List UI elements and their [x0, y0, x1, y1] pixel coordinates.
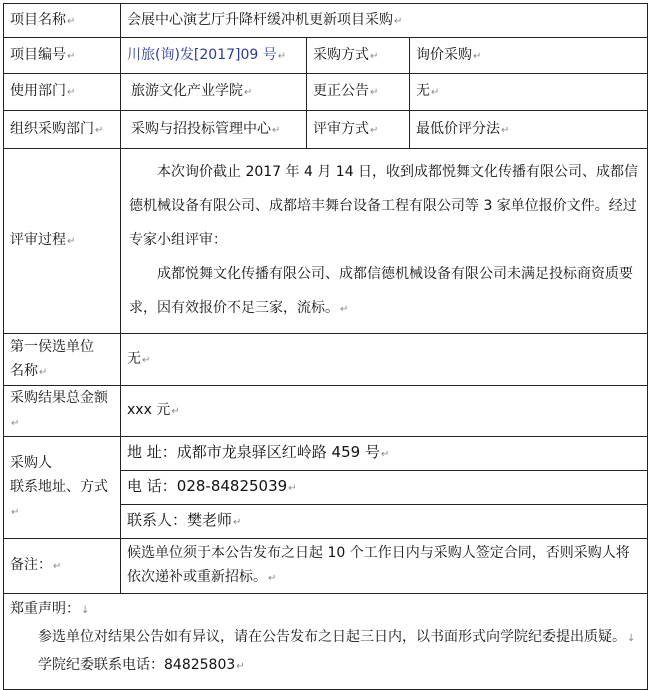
row-first-candidate: [4, 334, 648, 386]
row-review-process: [4, 149, 648, 334]
project-name-value: 会展中心演艺厅升降杆缓冲机更新项目采购↵: [121, 4, 648, 38]
statement-body: 参选单位对结果公告如有异议，请在公告发布之日起三日内，以书面形式向学院纪委提出质疑。↓: [38, 629, 636, 645]
method-label: 采购方式↵: [307, 38, 410, 74]
row-project-no: [4, 38, 648, 74]
row-project-name: [4, 4, 648, 38]
org-dept-value: 采购与招投标管理中心↵: [121, 111, 307, 149]
org-dept-label: 组织采购部门↵: [4, 111, 121, 149]
review-method-label: 评审方式↵: [307, 111, 410, 149]
project-no-label: 项目编号↵: [4, 38, 121, 74]
review-process-label: 评审过程↵: [4, 149, 121, 334]
total-amount-label: 采购结果总金额↵: [4, 386, 121, 437]
first-candidate-label: [4, 334, 121, 386]
row-total-amount: [4, 386, 648, 437]
statement-cell: [4, 594, 648, 690]
row-remarks: [4, 539, 648, 594]
purchaser-address: 地 址：成都市龙泉驿区红岭路 459 号↵: [121, 437, 648, 471]
remarks-value: 候选单位须于本公告发布之日起 10 个工作日内与采购人签定合同，否则采购人将依次递补或重新招标。↵: [121, 539, 648, 594]
row-department: [4, 74, 648, 111]
first-candidate-label-line1: 第一侯选单位: [10, 338, 94, 355]
row-org-dept: [4, 111, 648, 149]
project-name-label: 项目名称↵: [4, 4, 121, 38]
purchaser-phone: 电 话：028-84825039↵: [121, 471, 648, 505]
total-amount-value: xxx 元↵: [121, 386, 648, 437]
row-purchaser-address: [4, 437, 648, 471]
purchaser-label-line2: 联系地址、方式↵: [10, 478, 108, 518]
review-process-value: [121, 149, 648, 334]
review-paragraph-2: 成都悦舞文化传播有限公司、成都信德机械设备有限公司未满足投标商资质要求，因有效报价不足三家，流标。↵: [129, 266, 633, 316]
department-label: 使用部门↵: [4, 74, 121, 111]
purchaser-label-line1: 采购人: [10, 454, 52, 471]
remarks-label: 备注：↵: [4, 539, 121, 594]
correction-label: 更正公告↵: [307, 74, 410, 111]
method-value: 询价采购↵: [410, 38, 648, 74]
announcement-table: [3, 3, 648, 690]
purchaser-contact: 联系人：樊老师↵: [121, 505, 648, 539]
department-value: 旅游文化产业学院↵: [121, 74, 307, 111]
row-statement: [4, 594, 648, 690]
purchaser-label: [4, 437, 121, 539]
review-method-value: 最低价评分法↵: [410, 111, 648, 149]
first-candidate-value: 无↵: [121, 334, 648, 386]
review-paragraph-1: 本次询价截止 2017 年 4 月 14 日，收到成都悦舞文化传播有限公司、成都信德机械设备有限公司、成都培丰舞台设备工程有限公司等 3 家单位报价文件。经过专家小组评审：: [129, 164, 639, 248]
project-no-value: 川旅(询)发[2017]09 号↵: [121, 38, 307, 74]
correction-value: 无↵: [410, 74, 648, 111]
statement-title: 郑重声明：↓: [10, 601, 90, 617]
first-candidate-label-line2: 名称↵: [10, 362, 48, 379]
statement-contact: 学院纪委联系电话：84825803↵: [38, 657, 245, 673]
